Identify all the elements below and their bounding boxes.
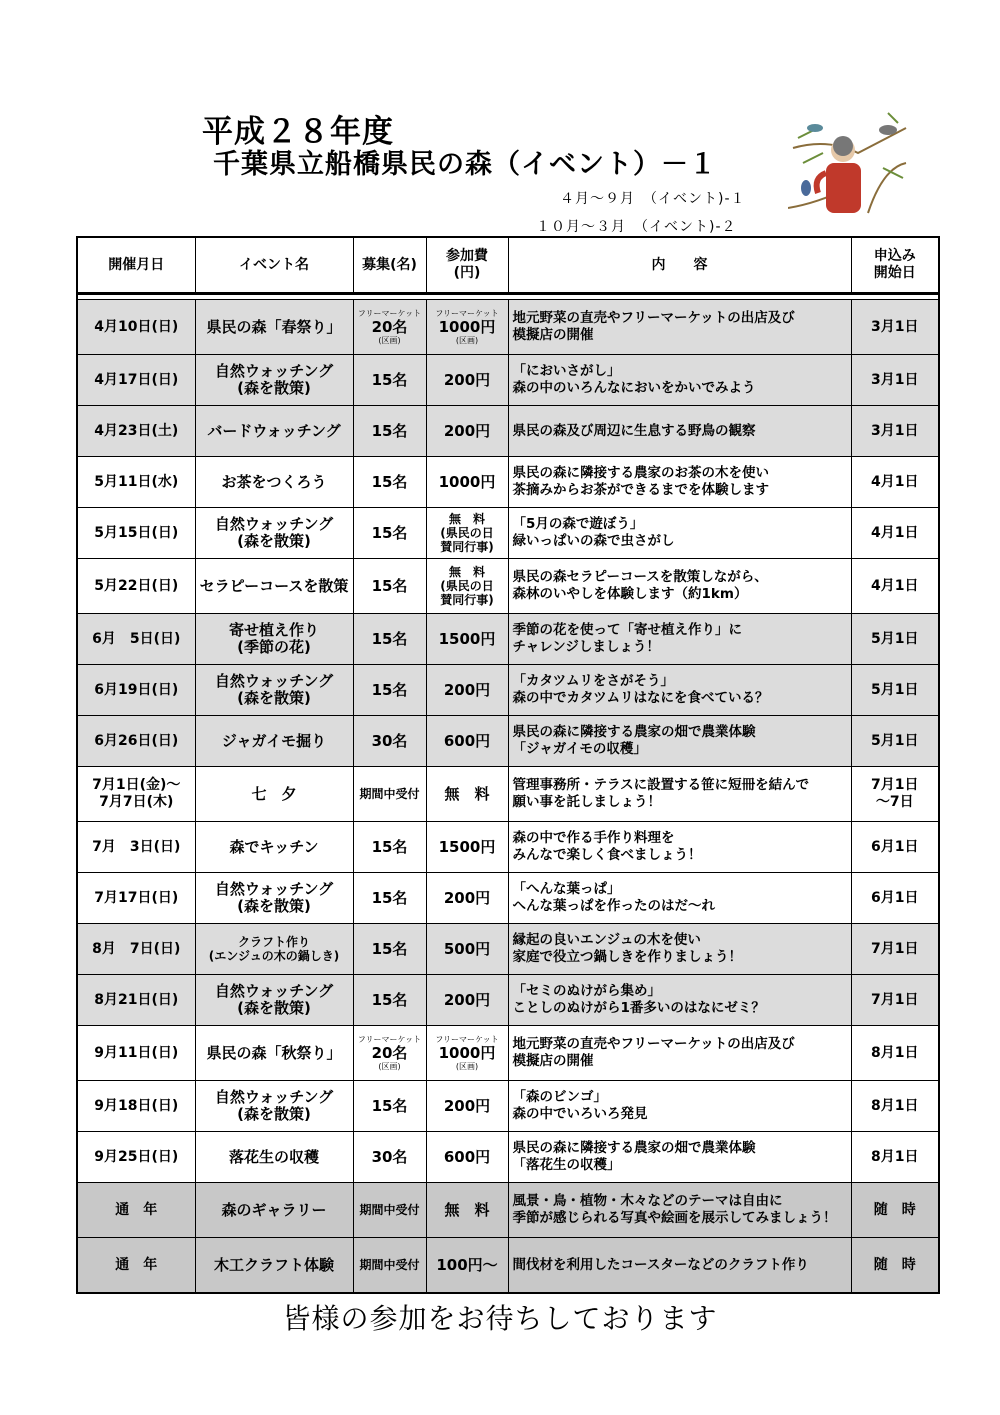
event-content: 「森のビンゴ」 森の中でいろいろ発見 (508, 1081, 851, 1132)
table-header-row (77, 237, 939, 294)
table-row (77, 924, 939, 975)
application-start: 3月1日 (851, 406, 939, 457)
event-fee: 無 料 (426, 1183, 508, 1238)
event-name: 寄せ植え作り (季節の花) (195, 614, 353, 665)
event-name: 県民の森「秋祭り」 (195, 1026, 353, 1081)
event-name: 落花生の収穫 (195, 1132, 353, 1183)
application-start: 7月1日 (851, 924, 939, 975)
header-capacity: 募集(名) (353, 237, 426, 294)
event-name: 自然ウォッチング (森を散策) (195, 873, 353, 924)
table-row (77, 559, 939, 614)
table-row (77, 508, 939, 559)
event-capacity: 15名 (353, 1081, 426, 1132)
event-fee: フリーマーケット 1000円 (区画) (426, 1026, 508, 1081)
event-capacity: 15名 (353, 457, 426, 508)
header-content: 内 容 (508, 237, 851, 294)
header-event: イベント名 (195, 237, 353, 294)
event-capacity: 15名 (353, 924, 426, 975)
event-name: 森でキッチン (195, 822, 353, 873)
event-capacity: 15名 (353, 508, 426, 559)
table-row (77, 767, 939, 822)
table-row (77, 1026, 939, 1081)
event-date: 5月15日(日) (77, 508, 195, 559)
event-name: 自然ウォッチング (森を散策) (195, 1081, 353, 1132)
event-name: バードウォッチング (195, 406, 353, 457)
event-content: 「セミのぬけがら集め」 ことしのぬけがら1番多いのはなにゼミ？ (508, 975, 851, 1026)
event-date: 6月 5日(日) (77, 614, 195, 665)
event-capacity: 15名 (353, 665, 426, 716)
event-content: 「においさがし」 森の中のいろんなにおいをかいでみよう (508, 355, 851, 406)
table-row (77, 406, 939, 457)
event-date: 7月17日(日) (77, 873, 195, 924)
event-date: 9月11日(日) (77, 1026, 195, 1081)
event-capacity: 期間中受付 (353, 1183, 426, 1238)
event-fee: 無 料 (県民の日 賛同行事) (426, 508, 508, 559)
event-date: 6月19日(日) (77, 665, 195, 716)
event-date: 6月26日(日) (77, 716, 195, 767)
event-content: 県民の森セラピーコースを散策しながら、 森林のいやしを体験します（約1km） (508, 559, 851, 614)
table-row (77, 1183, 939, 1238)
event-name: お茶をつくろう (195, 457, 353, 508)
application-start: 6月1日 (851, 822, 939, 873)
event-capacity: 期間中受付 (353, 1238, 426, 1294)
event-name: 森のギャラリー (195, 1183, 353, 1238)
event-date: 8月21日(日) (77, 975, 195, 1026)
event-content: 県民の森に隣接する農家のお茶の木を使い 茶摘みからお茶ができるまでを体験します (508, 457, 851, 508)
event-capacity: 15名 (353, 873, 426, 924)
event-date: 4月23日(土) (77, 406, 195, 457)
event-content: 県民の森に隣接する農家の畑で農業体験 「ジャガイモの収穫」 (508, 716, 851, 767)
event-capacity: 15名 (353, 822, 426, 873)
event-date: 7月 3日(日) (77, 822, 195, 873)
table-row (77, 873, 939, 924)
subtitle-period-1: ４月～９月 （イベント)-１ (560, 191, 746, 207)
event-fee: 1000円 (426, 457, 508, 508)
event-date: 9月18日(日) (77, 1081, 195, 1132)
event-content: 森の中で作る手作り料理を みんなで楽しく食べましょう！ (508, 822, 851, 873)
application-start: 5月1日 (851, 716, 939, 767)
event-fee: 200円 (426, 665, 508, 716)
application-start: 8月1日 (851, 1081, 939, 1132)
event-name: 県民の森「春祭り」 (195, 300, 353, 355)
event-content: 地元野菜の直売やフリーマーケットの出店及び 模擬店の開催 (508, 300, 851, 355)
event-date: 5月22日(日) (77, 559, 195, 614)
birds-illustration (788, 108, 908, 218)
event-content: 管理事務所・テラスに設置する笹に短冊を結んで 願い事を託しましょう！ (508, 767, 851, 822)
header-date: 開催月日 (77, 237, 195, 294)
application-start: 7月1日 (851, 975, 939, 1026)
event-content: 季節の花を使って「寄せ植え作り」に チャレンジしましょう！ (508, 614, 851, 665)
application-start: 8月1日 (851, 1132, 939, 1183)
subtitle-period-2: １０月～３月 （イベント)-２ (536, 219, 737, 235)
event-capacity: フリーマーケット 20名 (区画) (353, 300, 426, 355)
table-row (77, 614, 939, 665)
event-fee: 200円 (426, 975, 508, 1026)
application-start: 3月1日 (851, 300, 939, 355)
table-row (77, 822, 939, 873)
event-content: 「へんな葉っぱ」 へんな葉っぱを作ったのはだ～れ (508, 873, 851, 924)
event-name: ジャガイモ掘り (195, 716, 353, 767)
event-fee: 600円 (426, 1132, 508, 1183)
application-start: 6月1日 (851, 873, 939, 924)
event-fee: 200円 (426, 873, 508, 924)
event-date: 通 年 (77, 1238, 195, 1294)
table-row (77, 300, 939, 355)
event-capacity: 30名 (353, 716, 426, 767)
closing-message: 皆様の参加をお待ちしております (282, 1302, 718, 1335)
event-date: 4月17日(日) (77, 355, 195, 406)
event-name: セラピーコースを散策 (195, 559, 353, 614)
application-start: 随 時 (851, 1238, 939, 1294)
table-row (77, 716, 939, 767)
table-row (77, 975, 939, 1026)
table-row (77, 457, 939, 508)
event-name: 自然ウォッチング (森を散策) (195, 355, 353, 406)
event-content: 県民の森及び周辺に生息する野鳥の観察 (508, 406, 851, 457)
event-fee: 無 料 (県民の日 賛同行事) (426, 559, 508, 614)
event-capacity: 15名 (353, 975, 426, 1026)
event-fee: 100円～ (426, 1238, 508, 1294)
application-start: 5月1日 (851, 665, 939, 716)
event-table (76, 236, 940, 1294)
event-capacity: フリーマーケット 20名 (区画) (353, 1026, 426, 1081)
event-content: 県民の森に隣接する農家の畑で農業体験 「落花生の収穫」 (508, 1132, 851, 1183)
table-row (77, 1081, 939, 1132)
event-fee: 200円 (426, 355, 508, 406)
event-fee: 200円 (426, 1081, 508, 1132)
event-fee: 1500円 (426, 614, 508, 665)
event-date: 通 年 (77, 1183, 195, 1238)
event-name: 木工クラフト体験 (195, 1238, 353, 1294)
event-name: 自然ウォッチング (森を散策) (195, 508, 353, 559)
event-date: 8月 7日(日) (77, 924, 195, 975)
event-capacity: 15名 (353, 406, 426, 457)
event-name: 自然ウォッチング (森を散策) (195, 665, 353, 716)
event-name: クラフト作り (エンジュの木の鍋しき) (195, 924, 353, 975)
event-capacity: 期間中受付 (353, 767, 426, 822)
event-content: 風景・鳥・植物・木々などのテーマは自由に 季節が感じられる写真や絵画を展示してみましょう！ (508, 1183, 851, 1238)
application-start: 7月1日 ～7日 (851, 767, 939, 822)
application-start: 随 時 (851, 1183, 939, 1238)
event-fee: 1500円 (426, 822, 508, 873)
event-capacity: 15名 (353, 355, 426, 406)
event-name: 七 夕 (195, 767, 353, 822)
header-start: 申込み 開始日 (851, 237, 939, 294)
event-date: 7月1日(金)～ 7月7日(木) (77, 767, 195, 822)
application-start: 4月1日 (851, 508, 939, 559)
event-fee: 600円 (426, 716, 508, 767)
event-fee: 無 料 (426, 767, 508, 822)
event-name: 自然ウォッチング (森を散策) (195, 975, 353, 1026)
event-content: 地元野菜の直売やフリーマーケットの出店及び 模擬店の開催 (508, 1026, 851, 1081)
event-fee: フリーマーケット 1000円 (区画) (426, 300, 508, 355)
application-start: 8月1日 (851, 1026, 939, 1081)
event-capacity: 15名 (353, 559, 426, 614)
title-year: 平成２８年度 (202, 114, 394, 150)
event-content: 「5月の森で遊ぼう」 緑いっぱいの森で虫さがし (508, 508, 851, 559)
event-fee: 200円 (426, 406, 508, 457)
application-start: 5月1日 (851, 614, 939, 665)
event-content: 間伐材を利用したコースターなどのクラフト作り (508, 1238, 851, 1294)
table-row (77, 355, 939, 406)
application-start: 4月1日 (851, 457, 939, 508)
table-row (77, 1238, 939, 1294)
event-content: 縁起の良いエンジュの木を使い 家庭で役立つ鍋しきを作りましょう！ (508, 924, 851, 975)
event-capacity: 30名 (353, 1132, 426, 1183)
event-capacity: 15名 (353, 614, 426, 665)
page-title: 千葉県立船橋県民の森（イベント）－１ (213, 149, 717, 180)
application-start: 3月1日 (851, 355, 939, 406)
event-fee: 500円 (426, 924, 508, 975)
event-date: 4月10日(日) (77, 300, 195, 355)
event-date: 9月25日(日) (77, 1132, 195, 1183)
header-fee: 参加費 (円) (426, 237, 508, 294)
table-row (77, 1132, 939, 1183)
event-date: 5月11日(水) (77, 457, 195, 508)
application-start: 4月1日 (851, 559, 939, 614)
event-content: 「カタツムリをさがそう」 森の中でカタツムリはなにを食べている？ (508, 665, 851, 716)
table-row (77, 665, 939, 716)
